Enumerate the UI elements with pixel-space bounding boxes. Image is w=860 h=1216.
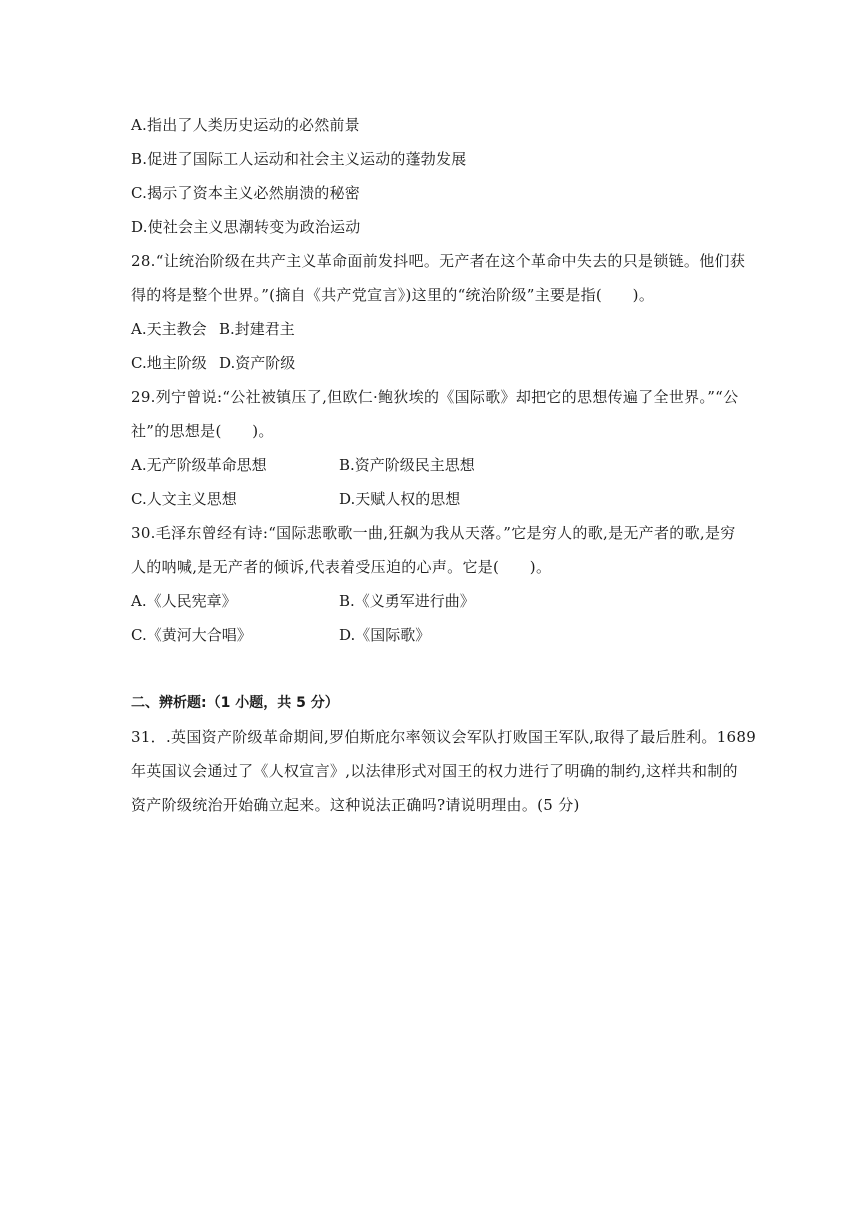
q29-stem xyxy=(131,380,741,448)
q30-stem-line-2: 人的呐喊,是无产者的倾诉,代表着受压迫的心声。它是( )。 xyxy=(131,558,552,576)
q30-option-d: D.《国际歌》 xyxy=(339,626,431,644)
q30-stem xyxy=(131,516,741,584)
section-gap xyxy=(131,652,741,686)
q29-option-c: C.人文主义思想 xyxy=(131,490,237,508)
q29-option-d: D.天赋人权的思想 xyxy=(339,490,461,508)
q28-option-a: A.天主教会 xyxy=(131,320,207,338)
q28-stem-line-1: 28.“让统治阶级在共产主义革命面前发抖吧。无产者在这个革命中失去的只是锁链。他们获 xyxy=(131,252,746,270)
q29-option-a: A.无产阶级革命思想 xyxy=(131,456,267,474)
q28-options-row-1 xyxy=(131,312,741,346)
q30-options-row-2 xyxy=(131,618,741,652)
q27-option-b: B.促进了国际工人运动和社会主义运动的蓬勃发展 xyxy=(131,150,467,168)
q29-options-row-1 xyxy=(131,448,741,482)
q30-option-a: A.《人民宪章》 xyxy=(131,592,237,610)
q30-stem-line-1: 30.毛泽东曾经有诗:“国际悲歌歌一曲,狂飙为我从天落。”它是穷人的歌,是无产者的歌,是穷 xyxy=(131,524,736,542)
q28-stem xyxy=(131,244,746,312)
section-2-heading: 二、辨析题:（1 小题，共 5 分） xyxy=(131,695,339,711)
q29-options-row-2 xyxy=(131,482,741,516)
q29-stem-line-2: 社”的思想是( )。 xyxy=(131,422,274,440)
question-30 xyxy=(131,516,741,652)
question-29 xyxy=(131,380,741,516)
q29-option-b: B.资产阶级民主思想 xyxy=(339,456,475,474)
q29-stem-line-1: 29.列宁曾说:“公社被镇压了,但欧仁·鲍狄埃的《国际歌》却把它的思想传遍了全世界。”“公 xyxy=(131,388,739,406)
q30-options-row-1 xyxy=(131,584,741,618)
q30-option-b: B.《义勇军进行曲》 xyxy=(339,592,475,610)
q28-option-d: D.资产阶级 xyxy=(219,354,296,372)
q28-option-b: B.封建君主 xyxy=(219,320,295,338)
q31-line-3: 资产阶级统治开始确立起来。这种说法正确吗?请说明理由。(5 分) xyxy=(131,796,580,814)
question-28 xyxy=(131,244,746,380)
q31-line-1: 31．.英国资产阶级革命期间,罗伯斯庇尔率领议会军队打败国王军队,取得了最后胜利。1689 xyxy=(131,728,757,746)
q27-option-c: C.揭示了资本主义必然崩溃的秘密 xyxy=(131,184,360,202)
question-31 xyxy=(131,720,757,822)
exam-page xyxy=(131,108,757,822)
q28-options-row-2 xyxy=(131,346,741,380)
q31-line-2: 年英国议会通过了《人权宣言》,以法律形式对国王的权力进行了明确的制约,这样共和制的 xyxy=(131,762,738,780)
q30-option-c: C.《黄河大合唱》 xyxy=(131,626,252,644)
q27-option-d: D.使社会主义思潮转变为政治运动 xyxy=(131,218,361,236)
q28-stem-line-2: 得的将是整个世界。”(摘自《共产党宣言》)这里的“统治阶级”主要是指( )。 xyxy=(131,286,655,304)
q27-option-a: A.指出了人类历史运动的必然前景 xyxy=(131,116,360,134)
q28-option-c: C.地主阶级 xyxy=(131,354,207,372)
question-27-options xyxy=(131,108,741,244)
